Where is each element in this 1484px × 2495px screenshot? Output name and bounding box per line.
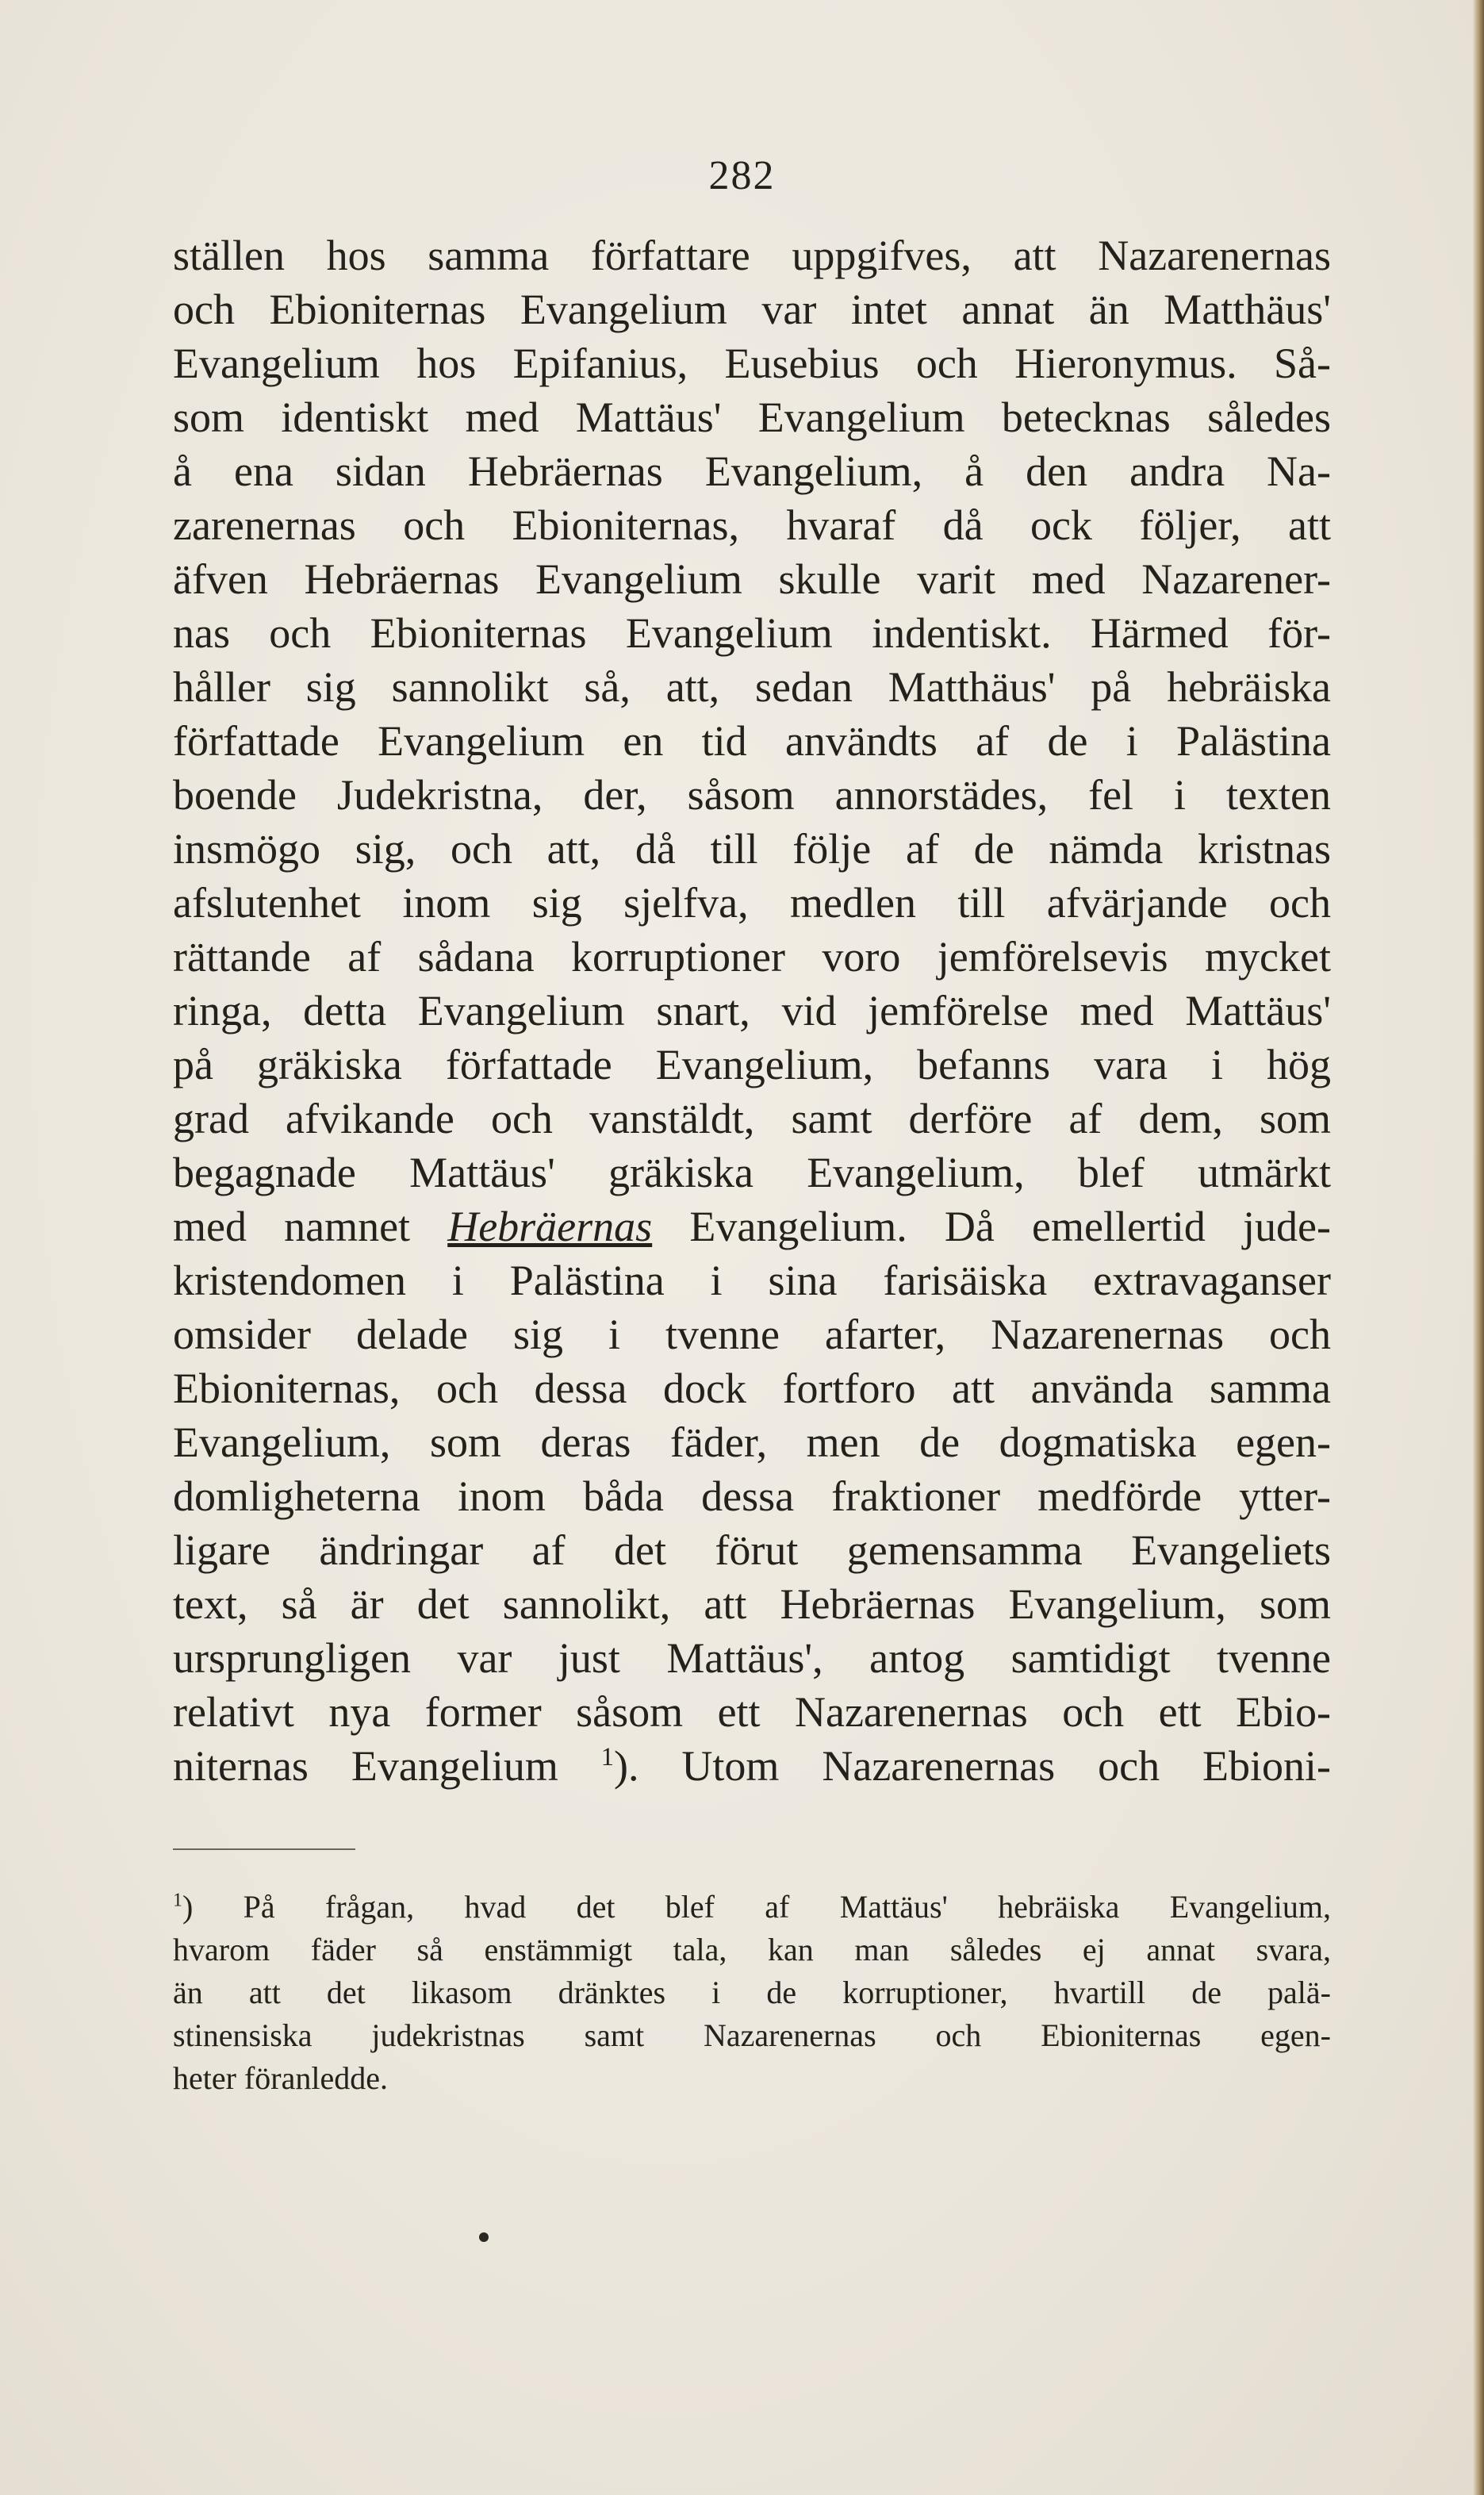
footnote-line: än att det likasom dränktes i de korruptioner, hvartill de palä- xyxy=(173,1975,1331,2010)
body-line: omsider delade sig i tvenne afarter, Nazarenernas och xyxy=(173,1311,1331,1358)
body-line: på gräkiska författade Evangelium, befanns vara i hög xyxy=(173,1041,1331,1088)
ink-dot xyxy=(479,2232,489,2242)
body-line: rättande af sådana korruptioner voro jemförelsevis mycket xyxy=(173,933,1331,981)
body-line-italic-name xyxy=(173,1200,1331,1253)
line-text: Evangelium. Då emellertid jude- xyxy=(652,1203,1331,1250)
page-edge xyxy=(1473,0,1484,2495)
body-line: som identiskt med Mattäus' Evangelium betecknas således xyxy=(173,393,1331,441)
body-line: boende Judekristna, der, såsom annorstädes, fel i texten xyxy=(173,771,1331,819)
body-line: text, så är det sannolikt, att Hebräernas Evangelium, som xyxy=(173,1580,1331,1628)
body-line: ursprungligen var just Mattäus', antog samtidigt tvenne xyxy=(173,1634,1331,1682)
italic-term: Hebräernas xyxy=(447,1203,653,1250)
body-line: ringa, detta Evangelium snart, vid jemförelse med Mattäus' xyxy=(173,987,1331,1034)
body-line: Evangelium hos Epifanius, Eusebius och Hieronymus. Så- xyxy=(173,340,1331,387)
line-text: ). Utom Nazarenernas och Ebioni- xyxy=(613,1742,1331,1790)
footnote-text: ) På frågan, hvad det blef af Mattäus' hebräiska Evangelium, xyxy=(182,1889,1331,1925)
body-line: domligheterna inom båda dessa fraktioner medförde ytter- xyxy=(173,1472,1331,1520)
body-line: afslutenhet inom sig sjelfva, medlen till afvärjande och xyxy=(173,879,1331,927)
body-line: ligare ändringar af det förut gemensamma Evangeliets xyxy=(173,1526,1331,1574)
body-line: kristendomen i Palästina i sina farisäiska extravaganser xyxy=(173,1257,1331,1304)
footnote-line xyxy=(173,1887,1331,1928)
body-line: begagnade Mattäus' gräkiska Evangelium, blef utmärkt xyxy=(173,1149,1331,1196)
body-line: insmögo sig, och att, då till följe af de nämda kristnas xyxy=(173,825,1331,873)
body-line: äfven Hebräernas Evangelium skulle varit med Nazarener- xyxy=(173,555,1331,603)
body-line: och Ebioniternas Evangelium var intet annat än Matthäus' xyxy=(173,286,1331,333)
footnote-line: hvarom fäder så enstämmigt tala, kan man således ej annat svara, xyxy=(173,1932,1331,1967)
line-text: med namnet xyxy=(173,1203,448,1250)
body-line-footnote-ref xyxy=(173,1739,1331,1793)
footnote-line: heter föranledde. xyxy=(173,2060,388,2096)
body-line: Ebioniternas, och dessa dock fortforo att använda samma xyxy=(173,1365,1331,1412)
footnote-line: stinensiska judekristnas samt Nazarenernas och Ebioniternas egen- xyxy=(173,2017,1331,2053)
body-line: ställen hos samma författare uppgifves, att Nazarenernas xyxy=(173,232,1331,279)
page-number: 282 xyxy=(708,153,776,198)
footnote-divider xyxy=(173,1848,355,1850)
body-line: Evangelium, som deras fäder, men de dogmatiska egen- xyxy=(173,1418,1331,1466)
body-line: å ena sidan Hebräernas Evangelium, å den andra Na- xyxy=(173,447,1331,495)
footnote-reference[interactable]: 1 xyxy=(600,1743,614,1771)
body-line: relativt nya former såsom ett Nazarenernas och ett Ebio- xyxy=(173,1688,1331,1736)
body-line: grad afvikande och vanstäldt, samt derföre af dem, som xyxy=(173,1095,1331,1142)
footnote-marker: 1 xyxy=(173,1890,182,1911)
body-line: nas och Ebioniternas Evangelium indentiskt. Härmed för- xyxy=(173,609,1331,657)
body-line: zarenernas och Ebioniternas, hvaraf då ock följer, att xyxy=(173,501,1331,549)
body-line: författade Evangelium en tid användts af de i Palästina xyxy=(173,717,1331,765)
body-line: håller sig sannolikt så, att, sedan Matthäus' på hebräiska xyxy=(173,663,1331,711)
line-text: niternas Evangelium xyxy=(173,1742,601,1790)
